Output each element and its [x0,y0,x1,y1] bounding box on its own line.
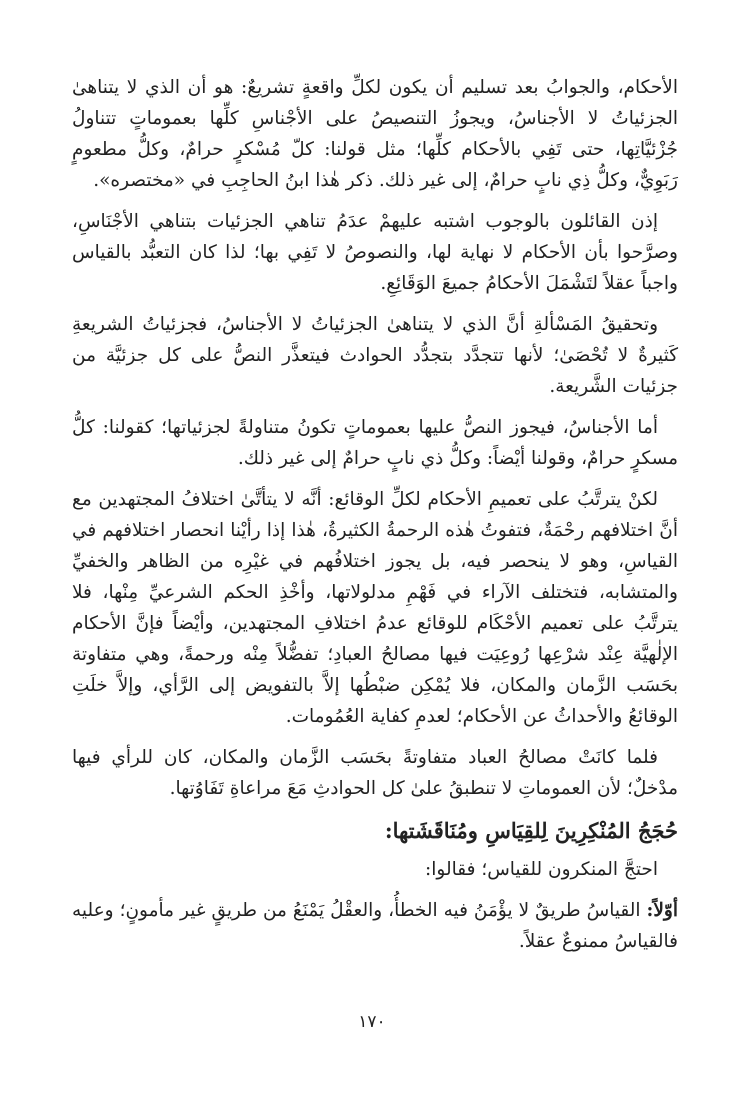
paragraph-5: لكنْ يترتَّبُ على تعميمِ الأحكام لكلِّ الوقائع: أنَّه لا يتأتَّىٰ اختلافُ المجتهدين مع أنَّ اختلافهم رحْمَةٌ، فتفوتُ هٰذه الرحمةُ الكثيرةُ، هٰذا إذا رأيْنا انحصار اختلافهم في القياسِ، وهو لا ينحصر فيه، بل يجوز اختلافُهم في غيْرِه من الظاهر والخفيِّ والمتشابه، فتختلف الآراء في فَهْمِ مدلولاتها، وأخْذِ الحكم الشرعيِّ مِنْها، فلا يترتَّبُ على تعميم الأحْكَام للوقائع عدمُ اختلافِ المجتهدين، وأيْضاً فإنَّ الأحكام الإلٰهيَّة عِنْد شرْعِها رُوعِيَت فيها مصالحُ العبادِ؛ تفضُّلاً مِنْه ورحمةً، وهي متفاوتة بحَسَب الزَّمان والمكان، فلا يُمْكِن ضبْطُها إلاَّ بالتفويض إلى الرَّأي، وإلاَّ خلَتِ الوقائعُ والأحداثُ عن الأحكام؛ لعدمِ كفاية العُمُومات. [72,489,678,727]
page-number: ١٧٠ [358,1012,386,1032]
paragraph-1: الأحكام، والجوابُ بعد تسليم أن يكون لكلِّ واقعةٍ تشريعٌ: هو أن الذي لا يتناهىٰ الجزئياتُ لا الأجناسُ، ويجوزُ التنصيصُ على الأجْناسِ كلِّها بعموماتٍ تتناولُ جُزْئيَّاتِها، حتى تَفِي بالأحكام كلِّها؛ مثل قولنا: كلّ مُسْكرٍ حرامٌ، وكلُّ مطعومٍ رَبَوِيٌّ، وكلُّ ذِي نابٍ حرامٌ، إلى غير ذلك. ذكر هٰذا ابنُ الحاجِبِ في «مختصره». [72,77,678,191]
intro-line: احتجَّ المنكرون للقياس؛ فقالوا: [425,859,658,880]
paragraph-6: فلما كانَتْ مصالحُ العباد متفاوتةً بحَسَب الزَّمان والمكان، كان للرأي فيها مدْخلٌ؛ لأن العموماتِ لا تنطبقُ علىٰ كل الحوادثِ مَعَ مراعاةِ تَفَاوُتها. [72,747,678,799]
paragraph-3: وتحقيقُ المَسْألةِ أنَّ الذي لا يتناهىٰ الجزئياتُ لا الأجناسُ، فجزئياتُ الشريعةِ كَثيرةٌ لا تُحْصَىٰ؛ لأنها تتجدَّد بتجدُّد الحوادث فيتعذَّر النصُّ على كل جزئيَّة من جزئيات الشَّريعة. [72,314,678,397]
paragraph-4: أما الأجناسُ، فيجوز النصُّ عليها بعموماتٍ تكونُ متناولةً لجزئياتها؛ كقولنا: كلُّ مسكرٍ حرامٌ، وقولنا أيْضاً: وكلُّ ذي نابٍ حرامٌ إلى غير ذلك. [72,417,678,469]
first-point-text: القياسُ طريقٌ لا يؤْمَنُ فيه الخطأُ، والعقْلُ يَمْنَعُ من طريقٍ غير مأمونٍ؛ وعليه فالقياسُ ممنوعٌ عقلاً. [72,900,678,952]
section-heading: حُجَجُ المُنْكِرِينَ لِلقِيَاسِ ومُنَاقَشَتها: [384,818,678,843]
paragraph-2: إذن القائلون بالوجوب اشتبه عليهمْ عدَمُ تناهي الجزئيات بتناهي الأجْنَاسِ، وصرَّحوا بأن الأحكام لا نهاية لها، والنصوصُ لا تَفِي بها؛ لذا كان التعبُّد بالقياس واجباً عقلاً لتَشْمَلَ الأحكامُ جميعَ الوَقَائِعِ. [72,211,678,294]
first-point-lead: أوّلاً: [646,900,678,921]
first-point [72,895,678,957]
page-body [72,72,678,967]
